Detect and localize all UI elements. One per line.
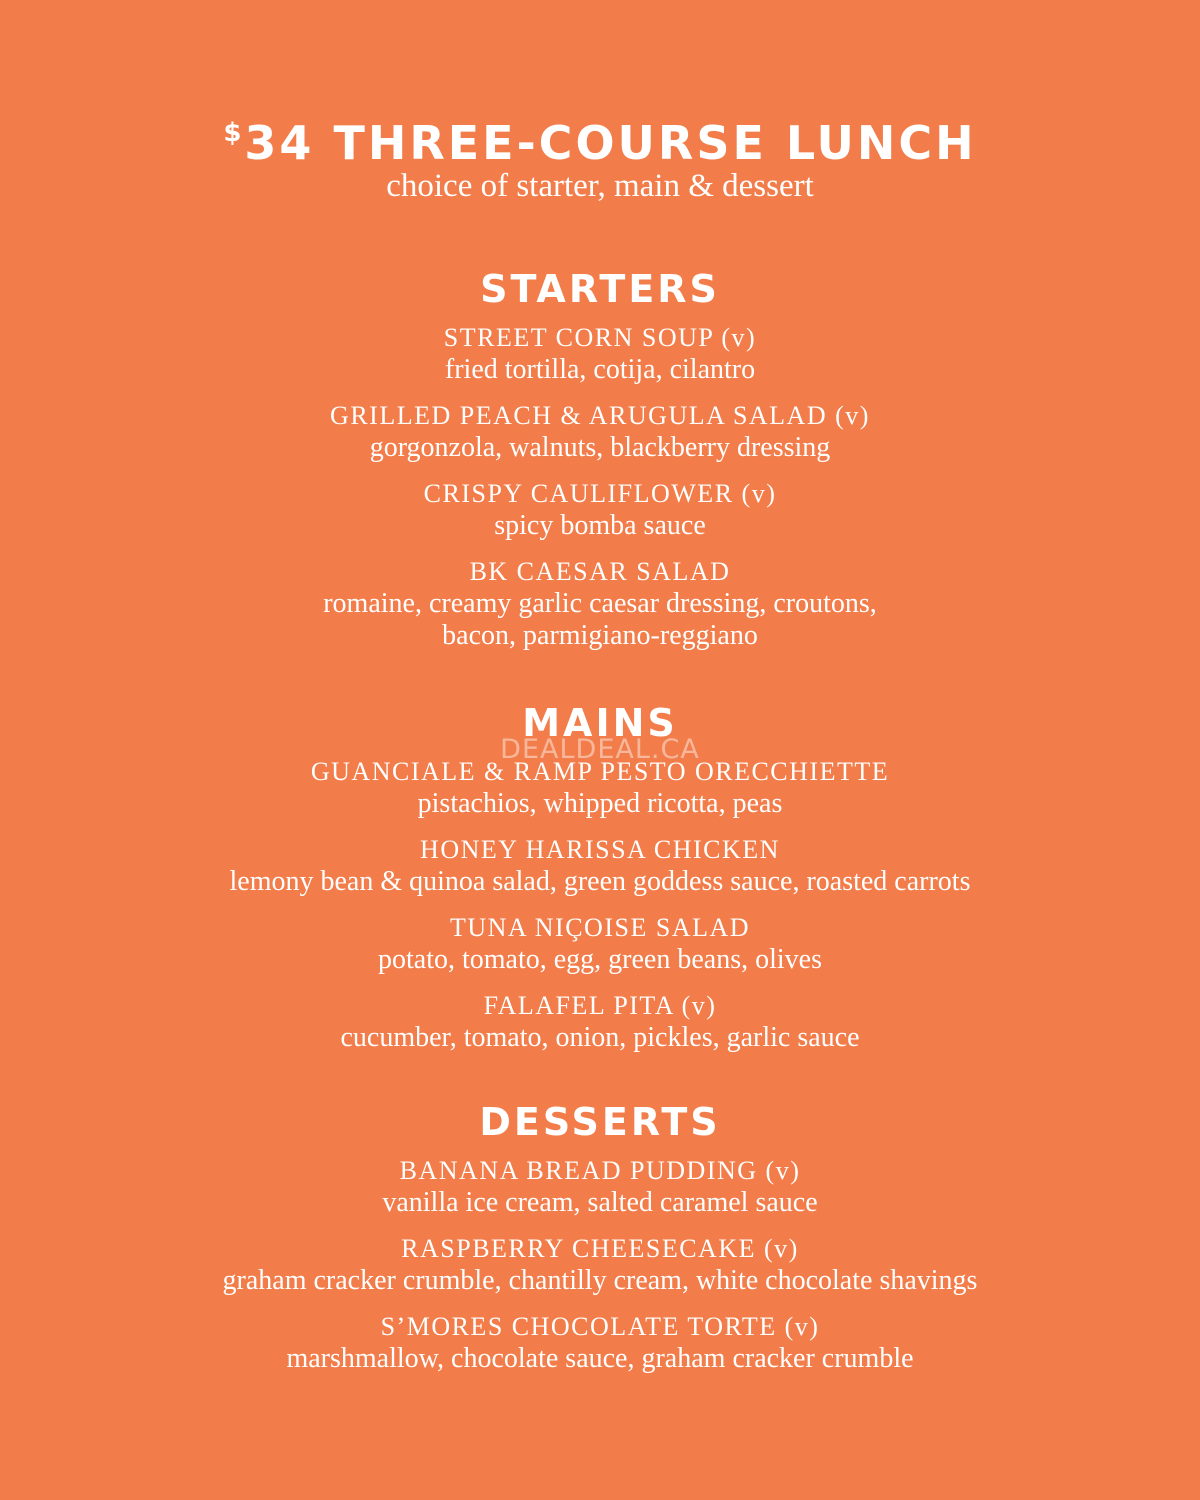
menu-item-name: GUANCIALE & RAMP PESTO ORECCHIETTE xyxy=(310,757,890,786)
menu-item-description: gorgonzola, walnuts, blackberry dressing xyxy=(369,432,831,463)
section-starters xyxy=(0,266,1200,666)
menu-item xyxy=(0,990,1200,1054)
menu-item-description: spicy bomba sauce xyxy=(494,510,706,541)
menu-item xyxy=(0,834,1200,898)
section-heading-mains: MAINS xyxy=(522,701,678,745)
menu-item-name: TUNA NIÇOISE SALAD xyxy=(450,913,750,942)
menu-item-name: RASPBERRY CHEESECAKE (v) xyxy=(401,1234,799,1263)
section-heading-desserts: DESSERTS xyxy=(479,1100,721,1144)
menu-item-name: HONEY HARISSA CHICKEN xyxy=(420,835,780,864)
menu-item-description: graham cracker crumble, chantilly cream, white chocolate shavings xyxy=(222,1265,978,1296)
menu-item-description: romaine, creamy garlic caesar dressing, croutons, xyxy=(323,588,877,619)
menu-item-description: pistachios, whipped ricotta, peas xyxy=(417,788,783,819)
menu-item-name: S’MORES CHOCOLATE TORTE (v) xyxy=(380,1312,820,1341)
menu-item xyxy=(0,556,1200,652)
section-desserts xyxy=(0,1099,1200,1389)
section-heading-starters: STARTERS xyxy=(480,267,720,311)
menu-item-description: marshmallow, chocolate sauce, graham cracker crumble xyxy=(286,1343,914,1374)
menu-title xyxy=(0,104,1200,172)
menu-item-description: cucumber, tomato, onion, pickles, garlic sauce xyxy=(340,1022,860,1053)
menu-item-name: GRILLED PEACH & ARUGULA SALAD (v) xyxy=(330,401,870,430)
menu-item-description-line2: bacon, parmigiano-reggiano xyxy=(442,620,758,651)
menu-item-description: fried tortilla, cotija, cilantro xyxy=(444,354,756,385)
menu-item xyxy=(0,400,1200,464)
dollar-sign: $ xyxy=(223,118,245,148)
menu-item-name: CRISPY CAULIFLOWER (v) xyxy=(423,479,777,508)
menu-item xyxy=(0,1311,1200,1375)
watermark: DEALDEAL.CA xyxy=(500,734,700,765)
menu-subtitle: choice of starter, main & dessert xyxy=(386,168,814,204)
menu-item xyxy=(0,322,1200,386)
menu-item-description: potato, tomato, egg, green beans, olives xyxy=(378,944,822,975)
menu-item-name: STREET CORN SOUP (v) xyxy=(443,323,757,352)
menu-item xyxy=(0,1155,1200,1219)
menu-item xyxy=(0,756,1200,820)
menu-item-name: BK CAESAR SALAD xyxy=(469,557,731,586)
menu-item-name: BANANA BREAD PUDDING (v) xyxy=(399,1156,801,1185)
menu-item xyxy=(0,1233,1200,1297)
menu-item-description: lemony bean & quinoa salad, green goddess sauce, roasted carrots xyxy=(229,866,971,897)
menu-item-name: FALAFEL PITA (v) xyxy=(483,991,717,1020)
menu-title-text: 34 THREE-COURSE LUNCH xyxy=(244,116,977,170)
menu-item-description: vanilla ice cream, salted caramel sauce xyxy=(382,1187,818,1218)
menu-item xyxy=(0,912,1200,976)
menu-item xyxy=(0,478,1200,542)
